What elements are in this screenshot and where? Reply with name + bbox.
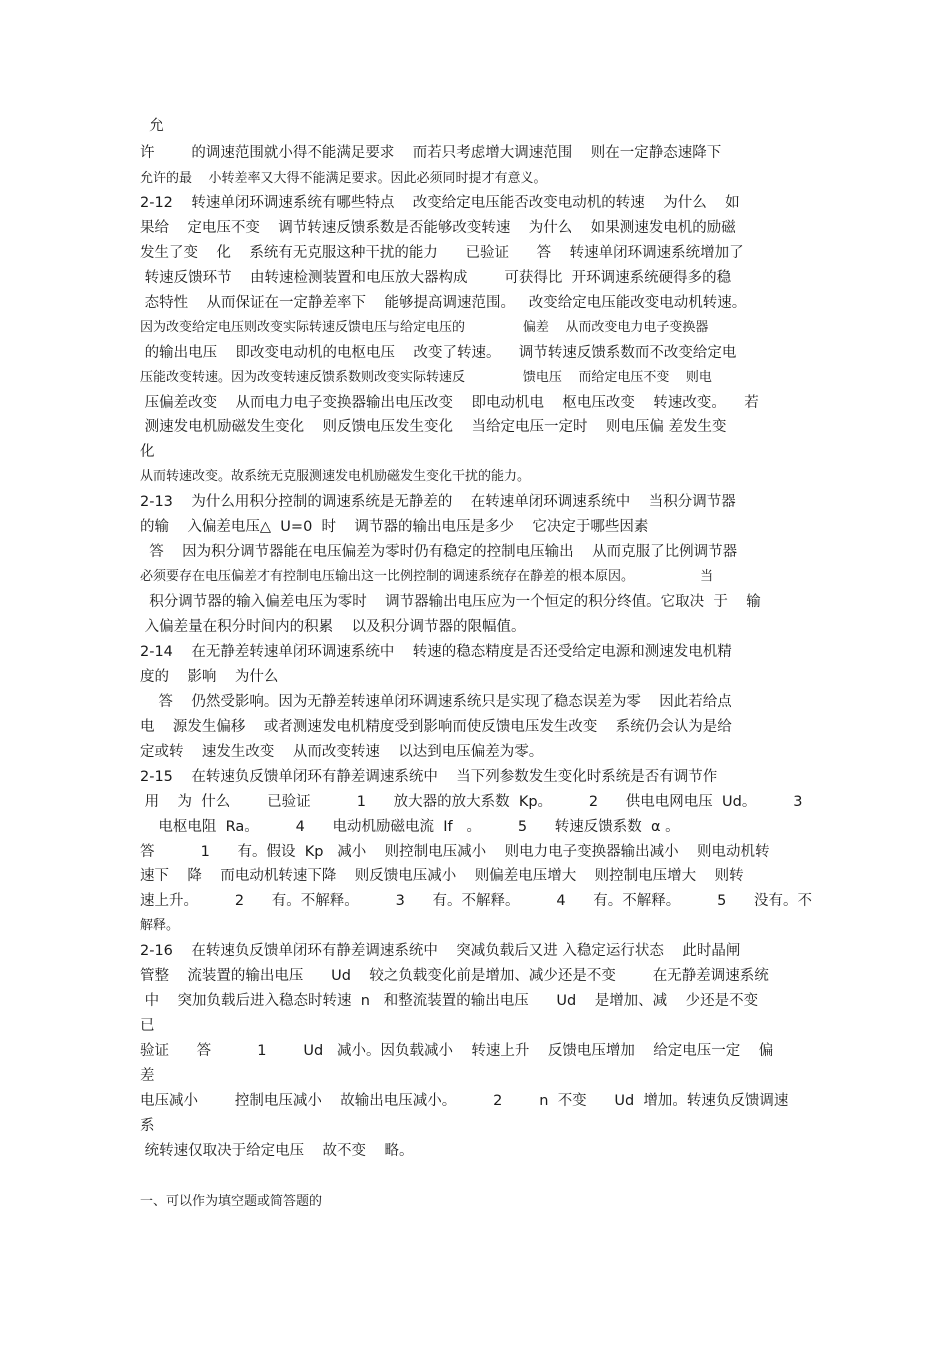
text-line: 答 1 有。假设 Kp 减小 则控制电压减小 则电力电子变换器输出减小 则电动机转	[140, 844, 770, 860]
text-line: 定或转 速发生改变 从而改变转速 以达到电压偏差为零。	[140, 744, 544, 760]
text-line: 系	[140, 1118, 155, 1134]
text-line: 管整 流装置的输出电压 Ud 较之负载变化前是增加、减少还是不变 在无静差调速系统	[140, 968, 769, 984]
text-line: 因为改变给定电压则改变实际转速反馈电压与给定电压的 偏差 从而改变电力电子变换器	[140, 320, 709, 335]
text-line: 化	[140, 444, 155, 460]
text-line: 2-16 在转速负反馈单闭环有静差调速系统中 突减负载后又进 入稳定运行状态 此时晶闸	[140, 943, 741, 959]
text-line: 必须要存在电压偏差才有控制电压输出这一比例控制的调速系统存在静差的根本原因。 当	[140, 569, 714, 584]
text-line: 电 源发生偏移 或者测速发电机精度受到影响而使反馈电压发生改变 系统仍会认为是给	[140, 719, 732, 735]
text-line: 压能改变转速。因为改变转速反馈系数则改变实际转速反 馈电压 而给定电压不变 则电	[140, 370, 712, 385]
text-line: 积分调节器的输入偏差电压为零时 调节器输出电压应为一个恒定的积分终值。它取决 于 输	[140, 594, 761, 610]
text-line: 速下 降 而电动机转速下降 则反馈电压减小 则偏差电压增大 则控制电压增大 则转	[140, 868, 744, 884]
text-line: 的输出电压 即改变电动机的电枢电压 改变了转速。 调节转速反馈系数而不改变给定电	[140, 345, 737, 361]
text-line: 差	[140, 1068, 155, 1084]
text-line: 验证 答 1 Ud 减小。因负载减小 转速上升 反馈电压增加 给定电压一定 偏	[140, 1043, 774, 1059]
text-line: 许 的调速范围就小得不能满足要求 而若只考虑增大调速范围 则在一定静态速降下	[140, 145, 722, 161]
text-line: 答 因为积分调节器能在电压偏差为零时仍有稳定的控制电压输出 从而克服了比例调节器	[140, 544, 738, 560]
text-line: 2-12 转速单闭环调速系统有哪些特点 改变给定电压能否改变电动机的转速 为什么 如	[140, 195, 740, 211]
text-line: 转速反馈环节 由转速检测装置和电压放大器构成 可获得比 开环调速系统硬得多的稳	[140, 270, 732, 286]
text-line: 用 为 什么 已验证 1 放大器的放大系数 Kp。 2 供电电网电压 Ud。 3	[140, 794, 803, 810]
text-line: 已	[140, 1018, 155, 1034]
text-line: 的输 入偏差电压△ U=0 时 调节器的输出电压是多少 它决定于哪些因素	[140, 519, 649, 535]
text-line: 统转速仅取决于给定电压 故不变 略。	[140, 1143, 414, 1159]
section-heading: 一、可以作为填空题或简答题的	[140, 1194, 323, 1209]
text-line: 解释。	[140, 918, 180, 933]
text-line: 中 突加负载后进入稳态时转速 n 和整流装置的输出电压 Ud 是增加、减 少还是不变	[140, 993, 759, 1009]
text-line: 速上升。 2 有。不解释。 3 有。不解释。 4 有。不解释。 5 没有。不	[140, 893, 813, 909]
text-line: 果给 定电压不变 调节转速反馈系数是否能够改变转速 为什么 如果测速发电机的励磁	[140, 220, 736, 236]
text-line: 测速发电机励磁发生变化 则反馈电压发生变化 当给定电压一定时 则电压偏 差发生变	[140, 419, 727, 435]
text-line: 2-13 为什么用积分控制的调速系统是无静差的 在转速单闭环调速系统中 当积分调节器	[140, 494, 736, 510]
text-line: 态特性 从而保证在一定静差率下 能够提高调速范围。 改变给定电压能改变电动机转速。	[140, 295, 747, 311]
text-line: 电压减小 控制电压减小 故输出电压减小。 2 n 不变 Ud 增加。转速负反馈调速	[140, 1093, 789, 1109]
text-line: 度的 影响 为什么	[140, 669, 279, 685]
text-line: 入偏差量在积分时间内的积累 以及积分调节器的限幅值。	[140, 619, 526, 635]
text-line: 压偏差改变 从而电力电子变换器输出电压改变 即电动机电 枢电压改变 转速改变。 若	[140, 395, 759, 411]
text-line: 2-15 在转速负反馈单闭环有静差调速系统中 当下列参数发生变化时系统是否有调节作	[140, 769, 718, 785]
text-line: 答 仍然受影响。因为无静差转速单闭环调速系统只是实现了稳态误差为零 因此若给点	[140, 694, 732, 710]
text-line: 从而转速改变。故系统无克服测速发电机励磁发生变化干扰的能力。	[140, 469, 531, 484]
text-line: 发生了变 化 系统有无克服这种干扰的能力 已验证 答 转速单闭环调速系统增加了	[140, 245, 744, 261]
text-line: 允	[140, 118, 164, 134]
text-line: 2-14 在无静差转速单闭环调速系统中 转速的稳态精度是否还受给定电源和测速发电机精	[140, 644, 732, 660]
text-line: 允许的最 小转差率又大得不能满足要求。因此必须同时提才有意义。	[140, 171, 547, 186]
text-line: 电枢电阻 Ra。 4 电动机励磁电流 If 。 5 转速反馈系数 α 。	[140, 819, 680, 835]
